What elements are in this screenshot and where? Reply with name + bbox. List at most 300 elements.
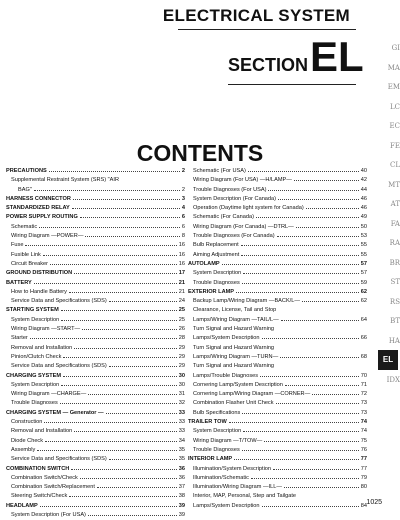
toc-entry-page: 37	[178, 484, 185, 491]
dot-leader	[25, 245, 176, 246]
dot-leader	[49, 171, 180, 172]
toc-entry-title: Turn Signal and Hazard Warning	[188, 325, 275, 334]
dot-leader	[61, 310, 177, 311]
toc-entry-title: Trouble Diagnoses	[188, 446, 241, 455]
toc-entry-page: 80	[360, 484, 367, 491]
toc-entry	[188, 353, 367, 362]
toc-entry-title: Backup Lamp/Wiring Diagram —BACK/L—	[188, 297, 301, 306]
dot-leader	[109, 459, 177, 460]
toc-entry	[188, 241, 367, 250]
section-tab-ra[interactable]: RA	[389, 239, 400, 247]
toc-entry-page: 2	[181, 186, 185, 193]
toc-entry-page: 6	[181, 214, 185, 221]
toc-entry	[6, 241, 185, 250]
toc-column-right	[188, 167, 367, 511]
toc-entry	[188, 288, 367, 297]
toc-entry-page: 57	[360, 270, 367, 277]
dot-leader	[80, 217, 180, 218]
dot-leader	[97, 487, 177, 488]
dot-leader	[241, 255, 358, 256]
toc-entry-page: 62	[360, 298, 367, 305]
dot-leader	[248, 171, 359, 172]
section-code: EL	[310, 33, 364, 80]
dot-leader	[82, 329, 177, 330]
toc-entry-page: 40	[360, 168, 367, 174]
toc-entry-page: 77	[360, 456, 367, 463]
toc-entry	[188, 204, 367, 213]
toc-entry-page: 29	[178, 353, 185, 360]
dot-leader	[40, 506, 177, 507]
toc-entry-title: Combination Flasher Unit Check	[188, 399, 275, 408]
section-tab-ha[interactable]: HA	[388, 336, 400, 345]
toc-entry-page: 8	[181, 233, 185, 240]
toc-entry	[6, 455, 185, 464]
toc-entry-page: 39	[178, 511, 185, 518]
toc-entry	[188, 176, 367, 185]
toc-entry-page: 16	[178, 260, 185, 267]
dot-leader	[72, 208, 180, 209]
toc-entry-title: Service Data and Specifications (SDS)	[6, 455, 108, 464]
toc-entry	[188, 186, 367, 195]
toc-entry-title: Aiming Adjustment	[188, 251, 240, 260]
toc-entry-title: HARNESS CONNECTOR	[6, 195, 72, 204]
toc-entry-title: System Description	[188, 269, 242, 278]
toc-entry	[188, 474, 367, 483]
toc-entry-page: 33	[178, 419, 185, 426]
toc-entry	[188, 372, 367, 381]
dot-leader	[73, 199, 180, 200]
toc-entry	[6, 502, 185, 511]
toc-entry	[188, 492, 367, 501]
toc-entry-title: Assembly	[6, 446, 36, 455]
toc-entry-title: Cornering Lamp/System Description	[188, 381, 284, 390]
dot-leader	[109, 366, 177, 367]
dot-leader	[273, 469, 359, 470]
toc-entry-title: Bulb Replacement	[188, 241, 240, 250]
section-tab-br[interactable]: BR	[389, 258, 400, 267]
toc-entry-page: 64	[360, 316, 367, 323]
toc-entry	[6, 325, 185, 334]
toc-entry-title: Starter	[6, 334, 29, 343]
toc-entry	[6, 288, 185, 297]
dot-leader	[44, 422, 176, 423]
toc-entry-title: INTERIOR LAMP	[188, 455, 233, 464]
toc-entry-title: Service Data and Specifications (SDS)	[6, 297, 108, 306]
toc-entry-page: 6	[181, 223, 185, 230]
toc-entry-page: 59	[360, 279, 367, 286]
section-tab-gi[interactable]: GI	[391, 44, 400, 52]
toc-entry	[6, 372, 185, 381]
toc-entry	[6, 511, 185, 520]
section-label: SECTION	[227, 55, 308, 75]
toc-entry	[6, 186, 185, 195]
dot-leader	[294, 180, 359, 181]
toc-entry	[188, 483, 367, 492]
toc-entry-title: Illumination/Wiring Diagram —ILL—	[188, 483, 283, 492]
toc-entry	[188, 362, 367, 371]
dot-leader	[234, 459, 359, 460]
section-tab-idx[interactable]: IDX	[386, 375, 400, 384]
toc-entry-page: 62	[360, 288, 367, 295]
toc-entry-title: Pinion/Clutch Check	[6, 353, 62, 362]
toc-entry	[6, 176, 185, 185]
toc-entry	[188, 167, 367, 176]
dot-leader	[60, 403, 177, 404]
toc-entry-title: System Description	[188, 427, 242, 436]
dot-leader	[63, 376, 177, 377]
section-tab-bt[interactable]: BT	[390, 317, 400, 325]
section-tab-fe[interactable]: FE	[390, 141, 400, 150]
toc-entry-page: 29	[178, 344, 185, 351]
toc-entry	[6, 492, 185, 501]
dot-leader	[242, 450, 359, 451]
dot-leader	[63, 357, 176, 358]
toc-entry-page: 29	[178, 363, 185, 370]
toc-entry	[6, 409, 185, 418]
toc-entry-page: 74	[360, 419, 367, 426]
dot-leader	[74, 431, 177, 432]
toc-entry-title: BAG"	[6, 186, 33, 195]
dot-leader	[80, 478, 177, 479]
toc-entry	[188, 269, 367, 278]
toc-entry-page: 30	[178, 381, 185, 388]
dot-leader	[262, 506, 359, 507]
toc-entry	[6, 362, 185, 371]
toc-entry-title: STARTING SYSTEM	[6, 306, 60, 315]
toc-entry-title: Fusible Link	[6, 251, 42, 260]
toc-entry-page: 33	[178, 428, 185, 435]
dot-leader	[88, 394, 177, 395]
toc-entry-title: Combination Switch/Replacement	[6, 483, 96, 492]
dot-leader	[71, 469, 176, 470]
dot-leader	[276, 403, 359, 404]
toc-entry-title: AUTOLAMP	[188, 260, 221, 269]
dot-leader	[296, 227, 359, 228]
toc-entry-title: Trouble Diagnoses	[188, 279, 241, 288]
toc-entry-title: Wiring Diagram (For Canada) —DTRL—	[188, 223, 295, 232]
toc-entry-title: Combination Switch/Check	[6, 474, 79, 483]
toc-entry-title: TRAILER TOW	[188, 418, 228, 427]
dot-leader	[74, 273, 177, 274]
toc-entry-title: Removal and Installation	[6, 344, 73, 353]
toc-entry	[188, 325, 367, 334]
toc-entry	[6, 297, 185, 306]
toc-entry-page: 70	[360, 372, 367, 379]
toc-entry	[188, 279, 367, 288]
toc-entry	[6, 232, 185, 241]
section-tab-ec[interactable]: EC	[389, 122, 400, 130]
section-tab-cl[interactable]: CL	[389, 161, 400, 169]
toc-entry-title: Illumination/Schematic	[188, 474, 250, 483]
toc-entry	[188, 195, 367, 204]
dot-leader	[251, 478, 359, 479]
toc-entry-page: 66	[360, 335, 367, 342]
dot-leader	[88, 515, 177, 516]
toc-entry-title: Operation (Daytime light system for Canada)	[188, 204, 305, 213]
toc-entry	[188, 213, 367, 222]
toc-entry	[188, 297, 367, 306]
dot-leader	[278, 199, 359, 200]
toc-entry	[6, 390, 185, 399]
toc-entry	[6, 167, 185, 176]
toc-entry	[188, 344, 367, 353]
toc-entry	[6, 399, 185, 408]
toc-entry	[188, 418, 367, 427]
toc-entry-page: 25	[178, 307, 185, 314]
toc-entry	[188, 437, 367, 446]
toc-entry-title: System Description	[6, 316, 60, 325]
dot-leader	[69, 496, 176, 497]
dot-leader	[50, 264, 177, 265]
toc-entry-page: 73	[360, 409, 367, 416]
toc-entry	[188, 399, 367, 408]
toc-entry	[6, 195, 185, 204]
toc-entry	[188, 446, 367, 455]
toc-entry-title: System Description	[6, 381, 60, 390]
toc-entry-page: 50	[360, 223, 367, 230]
dot-leader	[34, 283, 177, 284]
toc-entry	[188, 316, 367, 325]
dot-leader	[109, 301, 177, 302]
toc-entry-page: 73	[360, 400, 367, 407]
toc-entry-page: 36	[178, 474, 185, 481]
dot-leader	[268, 190, 358, 191]
dot-leader	[241, 245, 359, 246]
toc-entry-title: STANDARDIZED RELAY	[6, 204, 71, 213]
toc-entry-title: Lamps/Wiring Diagram —TAIL/L—	[188, 316, 280, 325]
toc-entry-page: 74	[360, 428, 367, 435]
toc-entry-title: POWER SUPPLY ROUTING	[6, 213, 79, 222]
toc-entry-page: 31	[178, 391, 185, 398]
toc-entry	[188, 427, 367, 436]
toc-entry-page: 55	[360, 242, 367, 249]
header-rule-top	[178, 29, 356, 30]
toc-entry	[6, 483, 185, 492]
toc-entry-page: 24	[178, 298, 185, 305]
toc-entry-title: Bulb Specifications	[188, 409, 241, 418]
toc-entry-page: 77	[360, 465, 367, 472]
toc-entry	[188, 455, 367, 464]
toc-entry-page: 32	[178, 400, 185, 407]
toc-entry-title: System Description (For USA)	[6, 511, 87, 520]
toc-entry-title: BATTERY	[6, 279, 33, 288]
toc-entry-title: Lamps/Trouble Diagnoses	[188, 372, 259, 381]
toc-column-left	[6, 167, 185, 520]
toc-entry	[6, 381, 185, 390]
toc-entry-title: Circuit Breaker	[6, 260, 49, 269]
toc-entry-title: Schematic (For USA)	[188, 167, 247, 176]
dot-leader	[39, 227, 180, 228]
toc-entry	[6, 437, 185, 446]
dot-leader	[85, 236, 179, 237]
toc-entry-page: 25	[178, 316, 185, 323]
section-tab-mt[interactable]: MT	[388, 180, 400, 189]
toc-entry-page: 57	[360, 260, 367, 267]
toc-entry-title: Trouble Diagnoses (For USA)	[188, 186, 267, 195]
toc-entry-page: 34	[178, 437, 185, 444]
toc-entry	[6, 204, 185, 213]
dot-leader	[306, 208, 359, 209]
toc-entry-page: 75	[360, 437, 367, 444]
toc-entry-title: Schematic	[6, 223, 38, 232]
section-tab-lc[interactable]: LC	[389, 102, 400, 111]
header-rule-bottom	[228, 84, 356, 85]
toc-entry-page: 49	[360, 214, 367, 221]
dot-leader	[285, 385, 359, 386]
toc-entry-page: 17	[178, 270, 185, 277]
toc-entry-title: Clearance, License, Tail and Stop	[188, 306, 277, 315]
dot-leader	[242, 283, 359, 284]
toc-entry-page: 21	[178, 288, 185, 295]
toc-entry	[6, 269, 185, 278]
section-tab-em[interactable]: EM	[387, 83, 400, 91]
toc-entry-page: 53	[360, 233, 367, 240]
toc-entry	[188, 260, 367, 269]
toc-entry-page: 16	[178, 251, 185, 258]
toc-entry	[188, 381, 367, 390]
dot-leader	[262, 338, 359, 339]
toc-entry	[6, 418, 185, 427]
dot-leader	[106, 413, 177, 414]
toc-entry-page: 2	[181, 168, 185, 174]
toc-entry-title: HEADLAMP	[6, 502, 39, 511]
toc-entry-page: 26	[178, 326, 185, 333]
toc-entry-title: How to Handle Battery	[6, 288, 68, 297]
toc-entry-title: Cornering Lamp/Wiring Diagram —CORNER—	[188, 390, 311, 399]
dot-leader	[284, 487, 359, 488]
toc-entry-page: 3	[181, 195, 185, 202]
section-tab-ma[interactable]: MA	[387, 63, 400, 72]
toc-entry	[6, 306, 185, 315]
toc-entry	[188, 409, 367, 418]
dot-leader	[243, 273, 359, 274]
dot-leader	[34, 190, 180, 191]
section-tab-rs[interactable]: RS	[389, 297, 400, 306]
toc-entry-title: Lamps/System Description	[188, 334, 261, 343]
toc-entry-title: Interior, MAP, Personal, Step and Tailgate	[188, 492, 297, 501]
toc-entry	[188, 390, 367, 399]
toc-entry-title: Illumination/System Description	[188, 465, 272, 474]
toc-entry-title: Service Data and Specifications (SDS)	[6, 362, 108, 371]
page-number: 1025	[366, 499, 382, 506]
toc-entry	[6, 279, 185, 288]
toc-entry-page: 39	[178, 502, 185, 509]
toc-entry-page: 35	[178, 446, 185, 453]
toc-entry-page: 42	[360, 177, 367, 184]
toc-entry	[188, 334, 367, 343]
dot-leader	[37, 450, 177, 451]
section-tab-st[interactable]: ST	[390, 278, 400, 286]
toc-entry	[6, 353, 185, 362]
toc-entry-title: Diode Check	[6, 437, 44, 446]
toc-entry	[6, 465, 185, 474]
toc-entry-title: Lamps/Wiring Diagram —TURN—	[188, 353, 279, 362]
toc-entry	[188, 251, 367, 260]
dot-leader	[74, 348, 177, 349]
toc-entry-page: 36	[178, 465, 185, 472]
dot-leader	[243, 431, 359, 432]
dot-leader	[222, 264, 359, 265]
dot-leader	[264, 441, 359, 442]
toc-entry	[6, 474, 185, 483]
dot-leader	[281, 320, 359, 321]
toc-entry-title: Wiring Diagram (For USA) —H/LAMP—	[188, 176, 293, 185]
dot-leader	[302, 301, 359, 302]
toc-entry-page: 55	[360, 251, 367, 258]
toc-entry-title: Wiring Diagram —POWER—	[6, 232, 84, 241]
system-title: ELECTRICAL SYSTEM	[162, 6, 350, 25]
toc-entry	[188, 232, 367, 241]
toc-entry	[188, 502, 367, 511]
toc-entry-title: Schematic (For Canada)	[188, 213, 255, 222]
contents-heading: CONTENTS	[136, 140, 264, 166]
toc-entry-page: 35	[178, 456, 185, 463]
toc-entry-title: Fuse	[6, 241, 24, 250]
toc-entry	[188, 223, 367, 232]
toc-entry-title: Wiring Diagram —START—	[6, 325, 81, 334]
dot-leader	[256, 217, 359, 218]
toc-entry	[6, 223, 185, 232]
toc-entry-title: GROUND DISTRIBUTION	[6, 269, 73, 278]
toc-entry-title: System Description (For Canada)	[188, 195, 277, 204]
toc-entry-title: Turn Signal and Hazard Warning	[188, 344, 275, 353]
toc-entry-page: 84	[360, 502, 367, 509]
toc-entry	[6, 334, 185, 343]
toc-entry-title: CHARGING SYSTEM	[6, 372, 62, 381]
toc-entry-page: 44	[360, 186, 367, 193]
toc-entry-page: 33	[178, 409, 185, 416]
toc-entry-title: EXTERIOR LAMP	[188, 288, 235, 297]
dot-leader	[280, 357, 359, 358]
toc-entry-title: Wiring Diagram —CHARGE—	[6, 390, 87, 399]
toc-entry-page: 30	[178, 372, 185, 379]
section-tab-at[interactable]: AT	[390, 200, 400, 208]
toc-entry-page: 71	[360, 381, 367, 388]
dot-leader	[69, 292, 177, 293]
toc-entry-title: Lamps/System Description	[188, 502, 261, 511]
section-tab-fa[interactable]: FA	[390, 219, 400, 228]
toc-entry-page: 72	[360, 391, 367, 398]
toc-entry	[6, 316, 185, 325]
toc-entry-page: 16	[178, 242, 185, 249]
dot-leader	[43, 255, 177, 256]
toc-entry-title: Trouble Diagnoses	[6, 399, 59, 408]
toc-entry-title: Removal and Installation	[6, 427, 73, 436]
toc-entry	[6, 446, 185, 455]
dot-leader	[61, 385, 177, 386]
toc-entry-page: 38	[178, 493, 185, 500]
dot-leader	[312, 394, 359, 395]
toc-entry-page: 28	[178, 335, 185, 342]
dot-leader	[236, 292, 359, 293]
dot-leader	[260, 376, 359, 377]
toc-entry-title: CHARGING SYSTEM — Generator —	[6, 409, 105, 418]
toc-entry-title: Wiring Diagram —T/TOW—	[188, 437, 263, 446]
toc-entry-page: 21	[178, 279, 185, 286]
toc-entry	[188, 465, 367, 474]
toc-entry	[188, 306, 367, 315]
toc-entry	[6, 427, 185, 436]
toc-entry-title: COMBINATION SWITCH	[6, 465, 70, 474]
dot-leader	[30, 338, 177, 339]
toc-entry	[6, 251, 185, 260]
toc-entry-page: 4	[181, 205, 185, 212]
toc-entry-page: 46	[360, 205, 367, 212]
dot-leader	[45, 441, 177, 442]
toc-entry	[6, 344, 185, 353]
dot-leader	[61, 320, 177, 321]
section-tab-el[interactable]: EL	[378, 350, 398, 370]
